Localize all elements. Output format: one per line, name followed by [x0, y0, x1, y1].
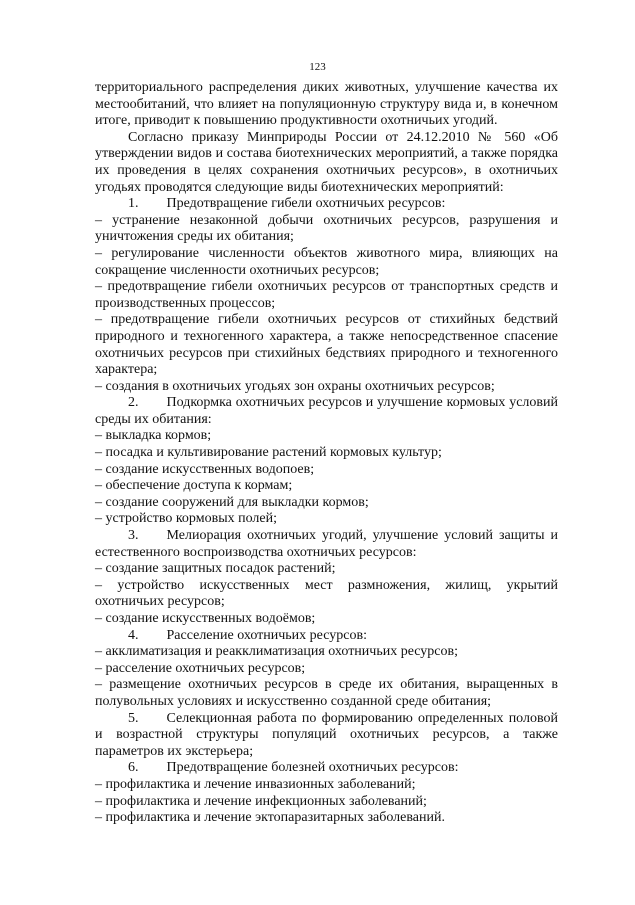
list-item: – регулирование численности объектов животного мира, влияющих на сокращение численности охотничьих ресурсов;	[95, 245, 558, 278]
list-item: – создание искусственных водоёмов;	[95, 611, 316, 626]
list-item: – профилактика и лечение инфекционных заболеваний;	[95, 793, 427, 809]
list-item: – предотвращение гибели охотничьих ресурсов от транспортных средств и производственных процессов;	[95, 279, 558, 311]
list-item: – создание искусственных водопоев;	[95, 461, 315, 477]
list-item: – создание защитных посадок растений;	[95, 561, 336, 577]
list-item: – акклиматизация и реакклиматизация охотничьих ресурсов;	[95, 644, 459, 660]
document-body	[95, 80, 558, 827]
list-item: – посадка и культивирование растений кормовых культур;	[95, 445, 442, 461]
list-heading: 1. Предотвращение гибели охотничьих ресурсов:	[128, 196, 446, 212]
list-item: – обеспечение доступа к кормам;	[95, 478, 293, 494]
list-item: – расселение охотничьих ресурсов;	[95, 660, 306, 676]
list-heading: 3. Мелиорация охотничьих угодий, улучшение условий защиты и естественного воспроизводства охотничьих ресурсов:	[95, 528, 558, 560]
list-item: – размещение охотничьих ресурсов в среде их обитания, выращенных в полувольных условиях и искусственно созданной среде обитания;	[95, 677, 558, 709]
paragraph: Согласно приказу Минприроды России от 24.12.2010 № 560 «Об утверждении видов и состава биотехнических мероприятий, а также порядка их проведения в целях сохранения охотничьих ресурсов», в охотничьих угодьях проводятся следующие виды биотехнических мероприятий:	[95, 129, 558, 195]
paragraph: территориального распределения диких животных, улучшение качества их местообитаний, что влияет на популяционную структуру вида и, в конечном итоге, приводит к повышению продуктивности охотничьих угодий.	[95, 80, 558, 129]
list-item: – выкладка кормов;	[95, 428, 212, 444]
page-number: 123	[309, 61, 326, 73]
list-item: – устройство кормовых полей;	[95, 511, 277, 527]
list-item: – создание сооружений для выкладки кормов;	[95, 494, 369, 510]
list-item: – предотвращение гибели охотничьих ресурсов от стихийных бедствий природного и техногенного характера, а также непосредственное спасение охотничьих ресурсов при стихийных бедствиях природного и техногенного характера;	[95, 312, 558, 378]
list-item: – профилактика и лечение эктопаразитарных заболеваний.	[95, 810, 445, 826]
list-item: – профилактика и лечение инвазионных заболеваний;	[95, 776, 416, 792]
list-heading: 4. Расселение охотничьих ресурсов:	[128, 627, 367, 643]
list-heading: 5. Селекционная работа по формированию определенных половой и возрастной структуры популяций охотничьих ресурсов, а также параметров их экстерьера;	[95, 710, 558, 759]
list-item: – создания в охотничьих угодьях зон охраны охотничьих ресурсов;	[95, 378, 495, 394]
list-item: – устранение незаконной добычи охотничьих ресурсов, разрушения и уничтожения среды их обитания;	[95, 212, 558, 245]
list-heading: 2. Подкормка охотничьих ресурсов и улучшение кормовых условий среды их обитания:	[95, 395, 558, 427]
list-heading: 6. Предотвращение болезней охотничьих ресурсов:	[128, 760, 459, 776]
list-item: – устройство искусственных мест размножения, жилищ, укрытий охотничьих ресурсов;	[95, 577, 558, 610]
